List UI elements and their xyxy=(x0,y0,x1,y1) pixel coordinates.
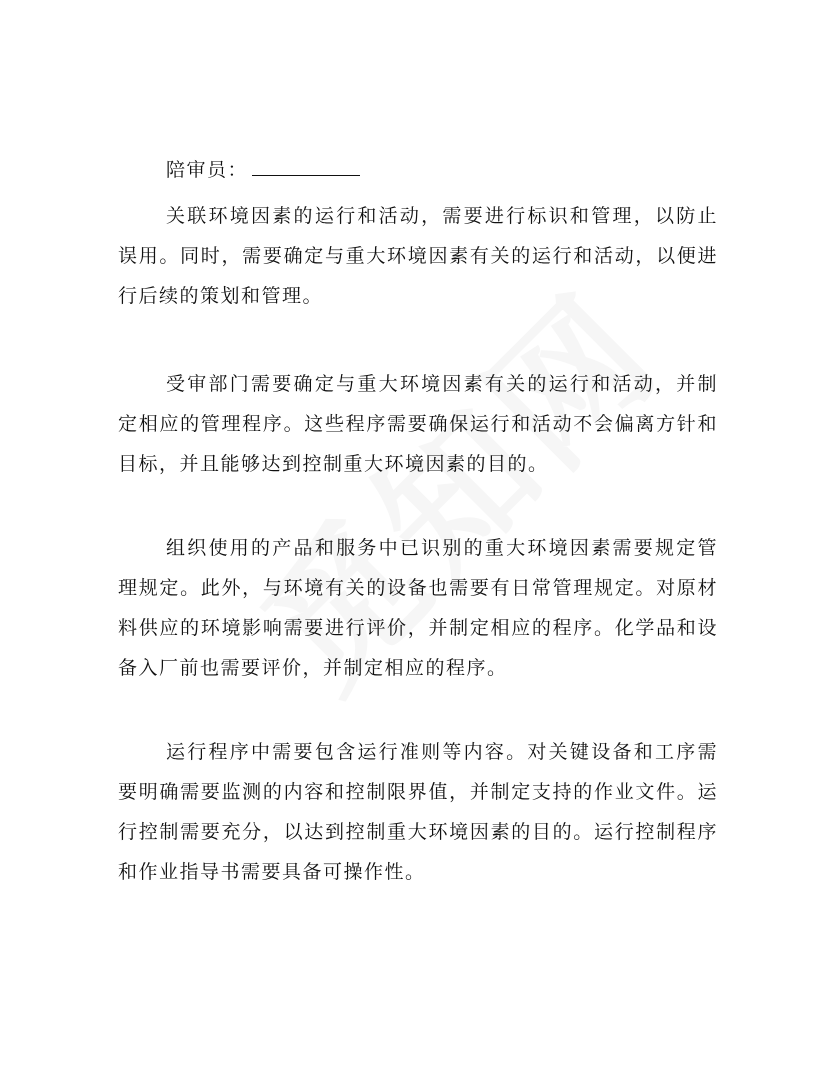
juror-label: 陪审员： xyxy=(166,159,249,181)
paragraph-4: 运行程序中需要包含运行准则等内容。对关键设备和工序需要明确需要监测的内容和控制限界值，并制定支持的作业文件。运行控制需要充分，以达到控制重大环境因素的目的。运行控制程序和作业指导书需要具备可操作性。 xyxy=(118,741,718,883)
juror-signature-line xyxy=(118,150,718,190)
paragraph-1: 关联环境因素的运行和活动，需要进行标识和管理，以防止误用。同时，需要确定与重大环境因素有关的运行和活动，以便进行后续的策划和管理。 xyxy=(118,205,718,307)
juror-blank-field xyxy=(252,155,360,176)
paragraph-2: 受审部门需要确定与重大环境因素有关的运行和活动，并制定相应的管理程序。这些程序需要确保运行和活动不会偏离方针和目标，并且能够达到控制重大环境因素的目的。 xyxy=(118,373,718,475)
paragraph-3: 组织使用的产品和服务中已识别的重大环境因素需要规定管理规定。此外，与环境有关的设备也需要有日常管理规定。对原材料供应的环境影响需要进行评价，并制定相应的程序。化学品和设备入厂前也需要评价，并制定相应的程序。 xyxy=(118,537,718,679)
document-body xyxy=(118,150,718,936)
